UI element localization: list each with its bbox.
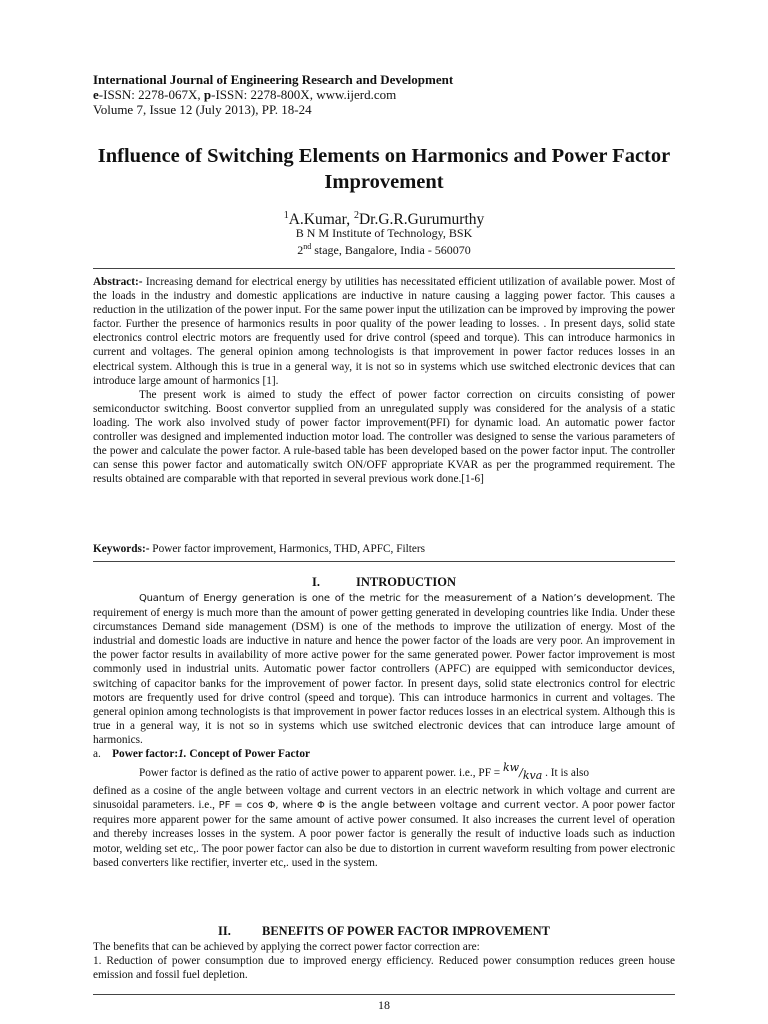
keywords-bottom-rule [93,561,675,562]
affiliation-line2 [0,240,768,257]
eissn: -ISSN: 2278-067X, [98,87,204,102]
author1-name: A.Kumar, [288,211,354,228]
pf-numerator: kw [503,761,520,775]
journal-name: International Journal of Engineering Research and Development [93,72,454,87]
subsection-title: Concept of Power Factor [186,748,310,761]
pf-rest: . A poor power factor requires more apparent power for the same amount of active power consumed. It also increases the current level of operation and thereby increases losses in the system. A poor power factor is generally the result of inductive loads such as induction motor, welding set etc,. The poor power factor can also be due to distortion in current waveform resulting from power electronic based converters like rectifier, inverter etc,. used in the system. [93,799,675,869]
section2-para2: 1. Reduction of power consumption due to improved energy efficiency. Reduced power consumption reduces green house emission and fossil fuel depletion. [93,955,675,982]
author1-sup: 1 [283,210,289,221]
affiliation-line2-sup: nd [303,242,312,251]
abstract-para1 [93,275,675,388]
footer-rule [93,994,675,995]
affiliation-line2-prefix: 2 [297,243,304,257]
affiliation-line2-rest: stage, Bangalore, India - 560070 [311,243,471,257]
section1-title: INTRODUCTION [355,575,456,589]
subsection-heading [93,747,675,761]
section1-number: I. [311,575,320,589]
subsection-letter: a. [93,748,101,761]
pf-para [93,784,675,870]
volume-line: Volume 7, Issue 12 (July 2013), PP. 18-24 [93,102,312,117]
pf-text2: . It is also [542,767,590,780]
section1-para1 [93,591,675,747]
author2-sup: 2 [353,210,359,221]
subsection-label: Power factor: [112,748,179,761]
issn-line [93,87,693,102]
affiliation [0,226,768,257]
page-number: 18 [378,998,390,1012]
subsection-number: 1. [178,748,187,761]
affiliation-line1: B N M Institute of Technology, BSK [295,226,473,240]
author2-name: Dr.G.R.Gurumurthy [358,211,485,228]
pf-denominator: kva [522,769,543,783]
section2-heading [93,924,675,939]
section2-number: II. [218,924,231,938]
pf-slash: / [519,766,523,780]
section2-title: BENEFITS OF POWER FACTOR IMPROVEMENT [262,924,550,938]
abstract-para2: The present work is aimed to study the effect of power factor correction on circuits consisting of power semiconductor switching. Boost convertor supplied from an unregulated supply was considered for the analysis of a static loading. The work also involved study of power factor improvement(PFI) for dynamic load. An automatic power factor controller was designed and implemented induction motor load. The controller was designed to sense the various parameters of the power and calculate the power factor. A rule-based table has been developed based on the power factor input. The controller can sense this power factor and automatically switch ON/OFF appropriate KVAR as per the programmed requirement. The results obtained are comparable with that reported in several previous work done.[1-6] [93,388,675,486]
keywords [93,542,675,556]
paper-title: Influence of Switching Elements on Harmonics and Power Factor Improvement [97,145,671,193]
pf-definition-line [93,761,675,783]
section1-heading [93,575,675,590]
abstract-label: Abstract:- [93,276,143,288]
e-prefix: e [93,87,99,102]
keywords-text: Power factor improvement, Harmonics, THD, APFC, Filters [149,543,426,555]
pf-text1: Power factor is defined as the ratio of active power to apparent power. i.e., PF = [139,767,503,780]
abstract-top-rule [93,268,675,269]
section2-para1: The benefits that can be achieved by applying the correct power factor correction are: [93,941,480,953]
p-prefix: p [203,87,212,102]
section2-body [93,940,675,982]
pf-fraction [503,761,542,782]
section1-para1-rest: . The requirement of energy is much more than the amount of power getting generated in developing countries like India. Under these circumstances Demand side management (DSM) is one of the methods to improve the utilization of energy. Most of the industrial and domestic loads are inductive in nature and hence the power factor of the loads are very poor. An improvement in the power factor results in availability of more active power for the same generated power. Power factor improvement is most commonly used in industrial units. Automatic power factor controllers (APFC) are equipped with semiconductor devices, switching of capacitor banks for the improvement of power factor. In present days, solid state electronics control for electric motors are frequently used for drive control (speed and torque). This can introduce harmonics in current and voltages. The general opinion among technologists is that improvement in power factor reduces losses in an electrical system. Although this is true in a general way, it is not so in systems which use switched electronic devices that can introduce large amount of harmonics. [93,592,675,746]
journal-header [93,72,693,117]
abstract-p1: Increasing demand for electrical energy by utilities has necessitated efficient utilization of available power. Most of the loads in the industry and domestic applications are inductive in nature causing a lagging power factor. This causes a reduction in the utilization of the power input. For the same power input the utilization can be improved by improving the power factor. Further the presence of harmonics results in poor quality of the power leading to losses. . In present days, solid state electronics control electric motors are frequently used for drive control (speed and torque). This can introduce harmonics in current and voltages. The general opinion among technologists is that improvement in power factor reduces losses in an electrical system. Although this is true in a general way, it is not so in systems which use switched electronic devices that can introduce large amount of harmonics [1]. [93,276,675,387]
pf-line2: defined as a cosine of the angle between voltage and current vectors in an electric network in which voltage and current are sinusoidal parameters. i.e., [93,785,675,812]
section1-body [93,591,675,870]
keywords-label: Keywords:- [93,543,150,555]
pf-formula: PF = cos Φ, where Φ is the angle between voltage and current vector [218,800,576,812]
section1-fancy-text: Quantum of Energy generation is one of the metric for the measurement of a Nation’s development [139,593,651,604]
abstract [93,275,675,486]
pissn: -ISSN: 2278-800X, www.ijerd.com [211,87,397,102]
